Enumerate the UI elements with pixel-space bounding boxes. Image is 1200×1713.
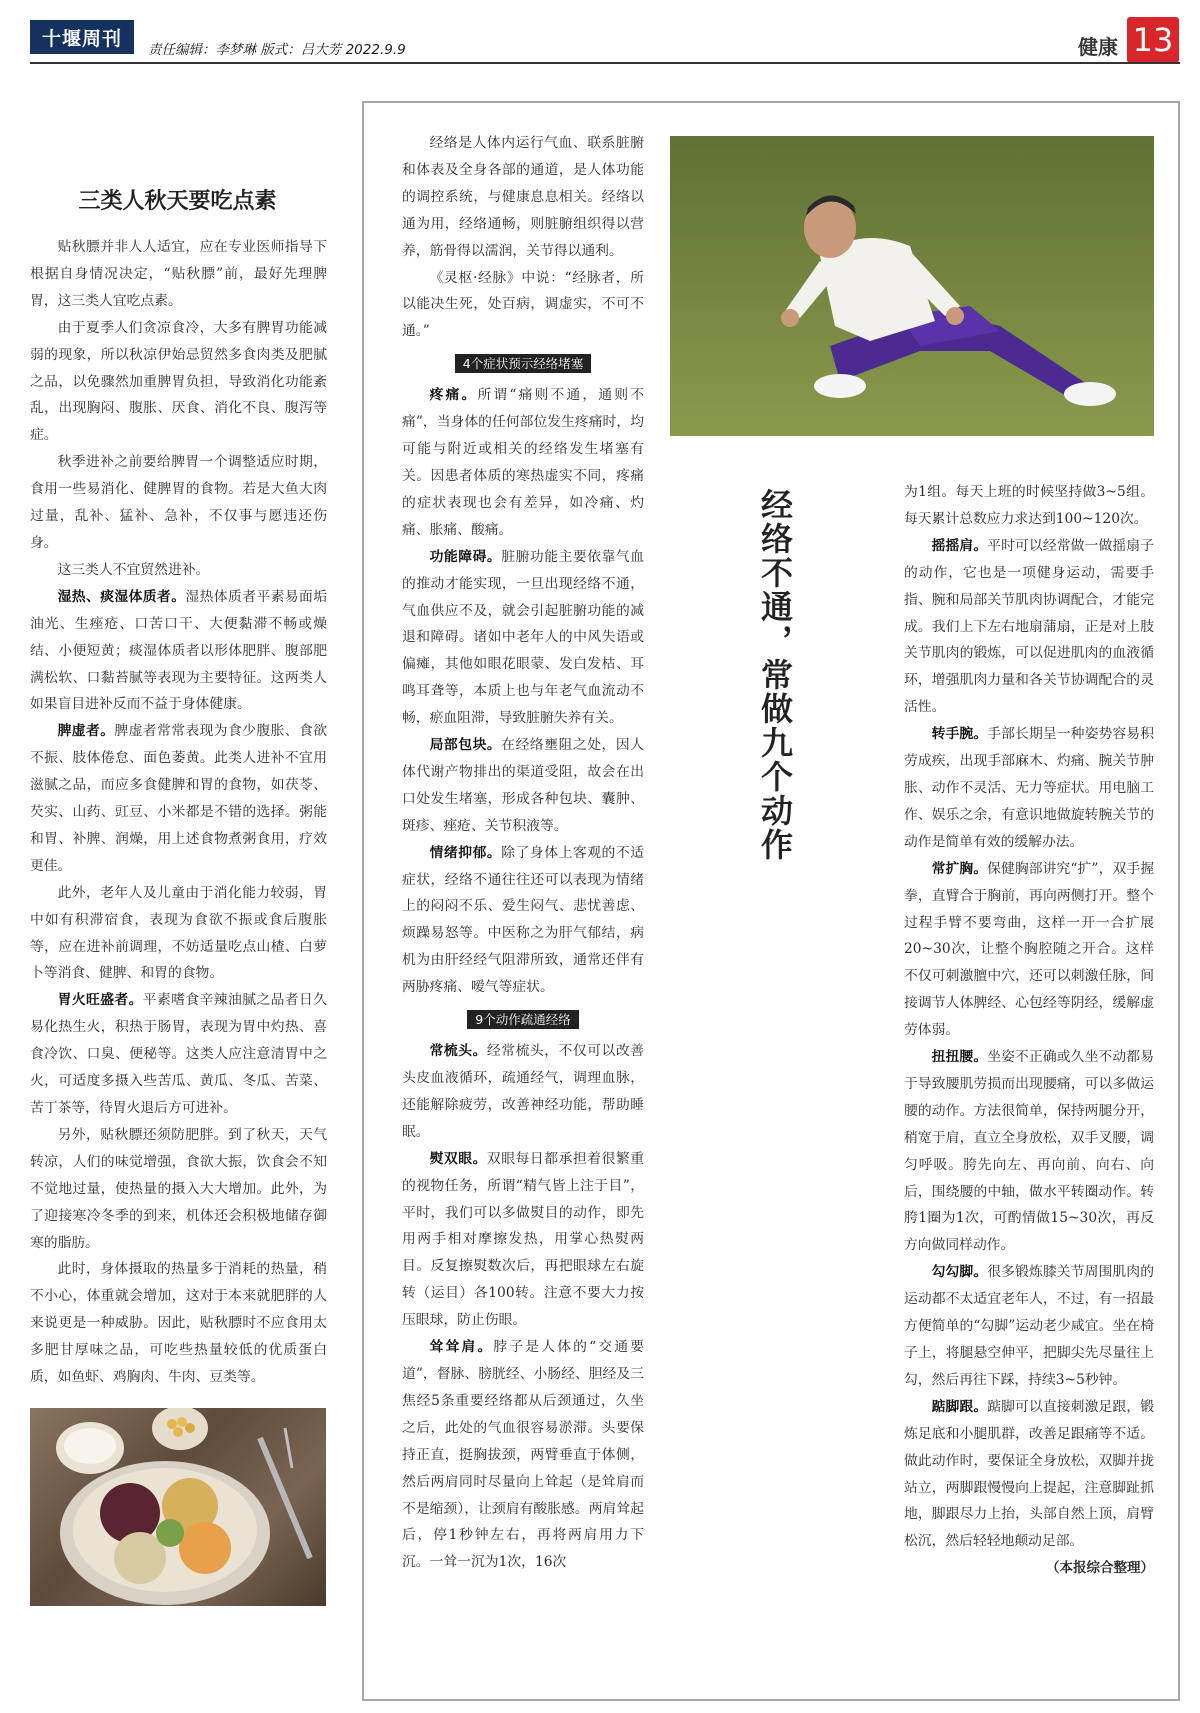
paragraph-lead: 胃火旺盛者。 — [57, 992, 143, 1009]
paragraph-lead: 脾虚者。 — [57, 723, 115, 740]
food-bowl-photo — [30, 1408, 326, 1606]
paragraph: 由于夏季人们贪凉食冷，大多有脾胃功能减弱的现象，所以秋凉伊始忌贸然多食肉类及肥腻之品，以免骤然加重脾胃负担，导致消化功能紊乱，出现胸闷、腹胀、厌食、消化不良、腹泻等症。 — [30, 319, 327, 444]
paragraph: 摇摇肩。平时可以经常做一做摇扇子的动作，它也是一项健身运动，需要手指、腕和局部关节肌肉协调配合，才能完成。我们上下左右地扇蒲扇，正是对上肢关节肌肉的锻炼，可以促进肌肉的血液循环，增强肌肉力量和各关节协调配合的灵活性。 — [904, 537, 1155, 716]
stretching-man-photo — [670, 136, 1154, 436]
paragraph-lead: 耸耸肩。 — [429, 1339, 494, 1356]
paragraph-lead: 情绪抑郁。 — [429, 844, 502, 861]
section-name: 健康 — [1078, 35, 1118, 59]
paragraph: 此外，老年人及儿童由于消化能力较弱，胃中如有积滞宿食，表现为食欲不振或食后腹胀等，应在进补前调理，不妨适量吃点山楂、白萝卜等消食、健脾、和胃的食物。 — [30, 884, 327, 982]
paragraph-lead: 扭扭腰。 — [931, 1049, 988, 1066]
main-article-column-2 — [904, 479, 1154, 1582]
paragraph: 局部包块。在经络壅阻之处，因人体代谢产物排出的渠道受阻，故会在出口处发生堵塞，形成各种包块、囊肿、斑疹、痤疮、关节积液等。 — [402, 737, 645, 834]
paragraph: 常梳头。经常梳头，不仅可以改善头皮血液循环，疏通经气，调理血脉，还能解除疲劳，改善神经功能，帮助睡眠。 — [402, 1043, 645, 1140]
main-article-title: 经络不通，常做九个动作 — [756, 488, 794, 862]
paragraph-lead: 转手腕。 — [931, 726, 988, 743]
paragraph: 胃火旺盛者。平素嗜食辛辣油腻之品者日久易化热生火，积热于肠胃，表现为胃中灼热、喜食冷饮、口臭、便秘等。这类人应注意清胃中之火，可适度多摄入些苦瓜、黄瓜、冬瓜、苦菜、苦丁茶等，待胃火退后方可进补。 — [30, 992, 327, 1116]
paragraph: 熨双眼。双眼每日都承担着很繁重的视物任务，所谓“精气皆上注于目”，平时，我们可以多做熨目的动作，即先用两手相对摩擦发热，用掌心热熨两目。反复擦熨数次后，再把眼球左右旋转（运目）各100转。注意不要大力按压眼球，防止伤眼。 — [402, 1150, 645, 1329]
paragraph-lead: 疼痛。 — [429, 387, 478, 404]
paragraph: 脾虚者。脾虚者常常表现为食少腹胀、食欲不振、肢体倦怠、面色萎黄。此类人进补不宜用滋腻之品，而应多食健脾和胃的食物，如茯苓、芡实、山药、豇豆、小米都是不错的选择。粥能和胃、补脾、润燥，用上述食物煮粥食用，疗效更佳。 — [30, 723, 328, 874]
editor-line: 责任编辑：李梦琳 版式：吕大芳 2022.9.9 — [148, 42, 406, 58]
paragraph: 常扩胸。保健胸部讲究“扩”，双手握拳，直臂合于胸前，再向两侧打开。整个过程手臂不要弯曲，这样一开一合扩展20~30次，让整个胸腔随之开合。这样不仅可刺激膻中穴，还可以刺激任脉，间接调节人体脾经、心包经等阴经，缓解虚劳体弱。 — [904, 860, 1155, 1039]
page-number: 13 — [1127, 17, 1179, 63]
paragraph: 贴秋膘并非人人适宜，应在专业医师指导下根据自身情况决定，“贴秋膘”前，最好先理脾胃，这三类人宜吃点素。 — [30, 239, 327, 309]
subheading-badge: 4个症状预示经络堵塞 — [455, 354, 591, 373]
left-article-title: 三类人秋天要吃点素 — [78, 188, 277, 214]
paragraph: 《灵枢·经脉》中说：“经脉者，所以能决生死，处百病，调虚实，不可不通。” — [402, 269, 644, 340]
paragraph-lead: 常扩胸。 — [931, 860, 988, 877]
paragraph: 扭扭腰。坐姿不正确或久坐不动都易于导致腰肌劳损而出现腰痛，可以多做运腰的动作。方法很简单，保持两腿分开，稍宽于肩，直立全身放松，双手叉腰，调匀呼吸。胯先向左、再向前、向右、向后，围绕腰的中轴，做水平转圈动作。转胯1圈为1次，可酌情做15~30次，再反方向做同样动作。 — [904, 1049, 1155, 1254]
source-credit: （本报综合整理） — [1046, 1560, 1154, 1577]
paragraph-continued: 为1组。每天上班的时候坚持做3~5组。每天累计总数应力求达到100~120次。 — [904, 484, 1154, 527]
masthead-logo: 十堰周刊 — [30, 20, 134, 54]
paragraph-lead: 摇摇肩。 — [931, 537, 988, 554]
paragraph: 勾勾脚。很多锻炼膝关节周围肌肉的运动都不太适宜老年人，不过，有一招最方便简单的“勾脚”运动老少咸宜。坐在椅子上，将腿悬空伸平，把脚尖先尽量往上勾，然后再往下踩，持续3~5秒钟。 — [904, 1264, 1155, 1388]
subheading-badge: 9个动作疏通经络 — [467, 1010, 578, 1029]
paragraph: 此时，身体摄取的热量多于消耗的热量，稍不小心，体重就会增加，这对于本来就肥胖的人来说更是一种威胁。因此，贴秋膘时不应食用太多肥甘厚味之品，可吃些热量较低的优质蛋白质，如鱼虾、鸡胸肉、牛肉、豆类等。 — [30, 1261, 327, 1386]
stretching-man-illustration — [670, 136, 1154, 436]
paragraph: 秋季进补之前要给脾胃一个调整适应时期，食用一些易消化、健脾胃的食物。若是大鱼大肉过量，乱补、猛补、急补，不仅事与愿违还伤身。 — [30, 454, 327, 551]
paragraph-lead: 常梳头。 — [429, 1043, 487, 1060]
food-bowl-illustration — [30, 1408, 326, 1606]
paragraph-lead: 踮脚跟。 — [931, 1398, 988, 1415]
paragraph-lead: 局部包块。 — [429, 737, 502, 754]
paragraph-lead: 功能障碍。 — [429, 548, 502, 565]
paragraph: 疼痛。所谓“痛则不通，通则不痛”，当身体的任何部位发生疼痛时，均可能与附近或相关的经络发生堵塞有关。因患者体质的寒热虚实不同，疼痛的症状表现也会有差异，如冷痛、灼痛、胀痛、酸痛。 — [402, 387, 645, 538]
paragraph: 情绪抑郁。除了身体上客观的不适症状，经络不通往往还可以表现为情绪上的闷闷不乐、爱生闷气、悲忧善虑、烦躁易怒等。中医称之为肝气郁结，病机为由肝经经气阻滞所致，通常还伴有两胁疼痛、嗳气等症状。 — [402, 844, 645, 996]
paragraph: 湿热、痰湿体质者。湿热体质者平素易面垢油光、生痤疮、口苦口干、大便黏滞不畅或燥结、小便短黄；痰湿体质者以形体肥胖、腹部肥满松软、口黏苔腻等表现为主要特征。这两类人如果盲目进补反而不益于身体健康。 — [30, 588, 328, 713]
paragraph: 另外，贴秋膘还须防肥胖。到了秋天，天气转凉，人们的味觉增强，食欲大振，饮食会不知不觉地过量，使热量的摄入大大增加。此外，为了迎接寒冷冬季的到来，机体还会积极地储存御寒的脂肪。 — [30, 1126, 327, 1251]
paragraph-lead: 熨双眼。 — [429, 1150, 487, 1167]
main-article-column-1 — [402, 130, 644, 1576]
paragraph-lead: 湿热、痰湿体质者。 — [57, 588, 186, 605]
paragraph: 转手腕。手部长期呈一种姿势容易积劳成疾，出现手部麻木、灼痛、腕关节肿胀、动作不灵活、无力等症状。用电脑工作、娱乐之余，有意识地做旋转腕关节的动作是简单有效的缓解办法。 — [904, 726, 1155, 850]
paragraph-lead: 勾勾脚。 — [931, 1264, 988, 1281]
paragraph: 这三类人不宜贸然进补。 — [57, 561, 210, 578]
header-rule — [30, 62, 1180, 64]
paragraph: 经络是人体内运行气血、联系脏腑和体表及全身各部的通道，是人体功能的调控系统，与健康息息相关。经络以通为用，经络通畅，则脏腑组织得以营养，筋骨得以濡润，关节得以通利。 — [402, 135, 644, 259]
left-article-body — [30, 234, 327, 1391]
paragraph: 功能障碍。脏腑功能主要依靠气血的推动才能实现，一旦出现经络不通，气血供应不及，就会引起脏腑功能的减退和障碍。诸如中老年人的中风失语或偏瘫，其他如眼花眼蒙、发白发枯、耳鸣耳聋等，本质上也与年老气血流动不畅，瘀血阻滞，导致脏腑失养有关。 — [402, 548, 645, 727]
paragraph: 耸耸肩。脖子是人体的“交通要道”，督脉、膀胱经、小肠经、胆经及三焦经5条重要经络都从后颈通过，久坐之后，此处的气血很容易淤滞。头要保持正直，挺胸拔颈，两臂垂直于体侧，然后两肩同时尽量向上耸起（是耸肩而不是缩颈），让颈肩有酸胀感。两肩耸起后，停1秒钟左右，再将两肩用力下沉。一耸一沉为1次，16次 — [402, 1339, 645, 1571]
paragraph: 踮脚跟。踮脚可以直接刺激足跟，锻炼足底和小腿肌群，改善足跟痛等不适。做此动作时，要保证全身放松，双脚并拢站立，两脚跟慢慢向上提起，注意脚趾抓地，脚跟尽力上抬，头部自然上顶，肩臂松沉，然后轻轻地颠动足部。 （本报综合整理） — [904, 1394, 1154, 1555]
